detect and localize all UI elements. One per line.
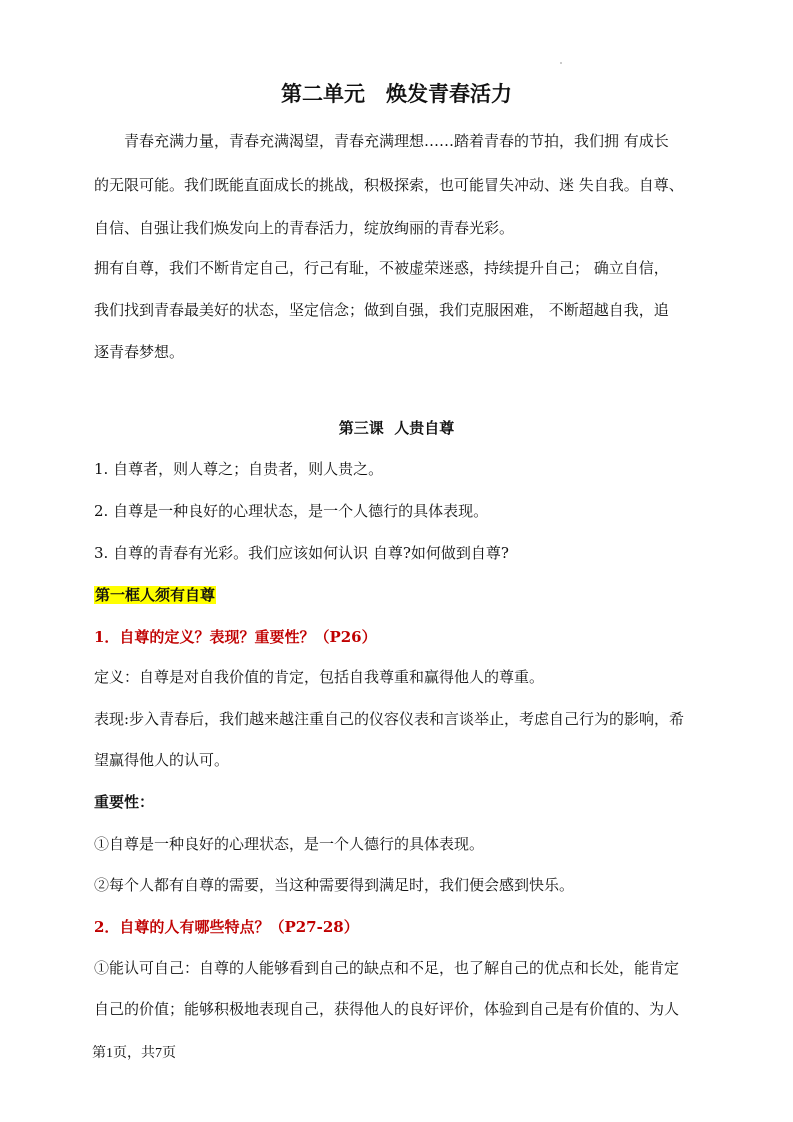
unit-title: 第二单元 焕发青春活力 — [281, 82, 512, 106]
traits-line: ①能认可自己：自尊的人能够看到自己的缺点和不足，也了解自己的优点和长处，能肯定 — [94, 959, 680, 977]
section-title: 第一框人须有自尊 — [95, 586, 216, 604]
decorative-dot — [560, 62, 562, 64]
question-heading-1: 1．自尊的定义？表现？重要性？（P26） — [94, 628, 377, 646]
intro-line: 自信、自强让我们焕发向上的青春活力，绽放绚丽的青春光彩。 — [94, 219, 515, 237]
lesson-title: 第三课 人贵自尊 — [338, 419, 455, 437]
definition-text: 定义：自尊是对自我价值的肯定，包括自我尊重和赢得他人的尊重。 — [94, 668, 545, 686]
lesson-point: 3. 自尊的青春有光彩。我们应该如何认识 自尊?如何做到自尊? — [94, 544, 509, 562]
intro-line: 的无限可能。我们既能直面成长的挑战，积极探索，也可能冒失冲动、迷 失自我。自尊、 — [94, 176, 684, 194]
performance-line: 望赢得他人的认可。 — [94, 751, 230, 769]
traits-line: 自己的价值；能够积极地表现自己，获得他人的良好评价，体验到自己是有价值的、为人 — [94, 1000, 680, 1018]
intro-line: 青春充满力量，青春充满渴望，青春充满理想……踏着青春的节拍，我们拥 有成长 — [124, 132, 669, 150]
intro-line: 我们找到青春最美好的状态，坚定信念；做到自强，我们克服困难， 不断超越自我，追 — [94, 301, 669, 319]
lesson-point: 1. 自尊者，则人尊之；自贵者，则人贵之。 — [94, 460, 384, 478]
page-number: 第1页，共7页 — [92, 1046, 176, 1061]
section-title-row — [94, 585, 734, 605]
importance-item: ①自尊是一种良好的心理状态，是一个人德行的具体表现。 — [94, 835, 485, 853]
lesson-point: 2. 自尊是一种良好的心理状态，是一个人德行的具体表现。 — [94, 502, 489, 520]
question-heading-2: 2．自尊的人有哪些特点？（P27-28） — [94, 918, 359, 936]
importance-label: 重要性： — [94, 793, 155, 811]
intro-line: 逐青春梦想。 — [94, 343, 185, 361]
intro-line: 拥有自尊，我们不断肯定自己，行己有耻，不被虚荣迷惑，持续提升自己； 确立自信， — [94, 259, 669, 277]
performance-line: 表现:步入青春后，我们越来越注重自己的仪容仪表和言谈举止，考虑自己行为的影响，希 — [94, 710, 685, 728]
importance-item: ②每个人都有自尊的需要，当这种需要得到满足时，我们便会感到快乐。 — [94, 876, 575, 894]
